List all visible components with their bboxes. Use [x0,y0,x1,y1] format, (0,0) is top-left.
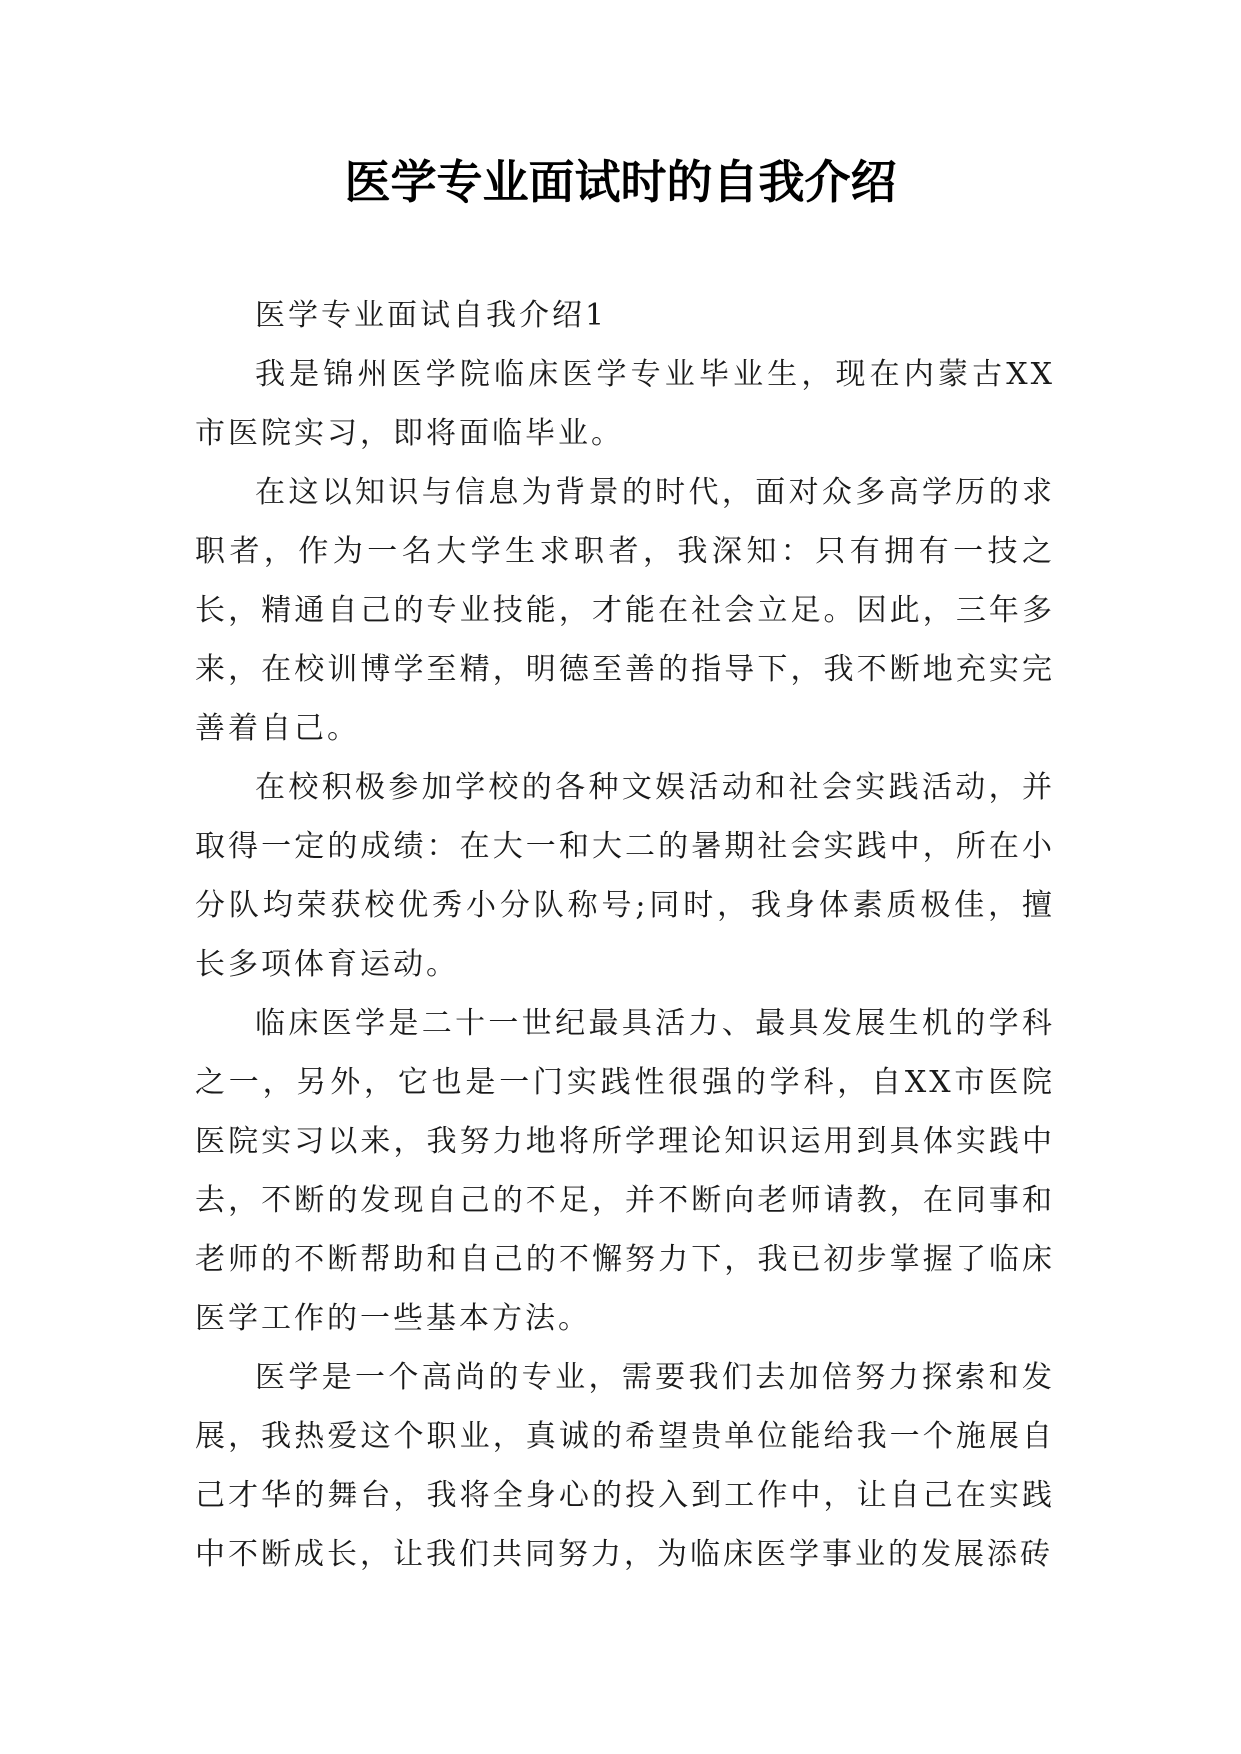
section-heading: 医学专业面试自我介绍1 [255,298,608,333]
paragraph: 在校积极参加学校的各种文娱活动和社会实践活动，并取得一定的成绩：在大一和大二的暑期社会实践中，所在小分队均荣获校优秀小分队称号;同时，我身体素质极佳，擅长多项体育运动。 [195,770,1055,982]
paragraph: 在这以知识与信息为背景的时代，面对众多高学历的求职者，作为一名大学生求职者，我深知：只有拥有一技之长，精通自己的专业技能，才能在社会立足。因此，三年多来，在校训博学至精，明德至善的指导下，我不断地充实完善着自己。 [195,475,1055,746]
paragraph: 临床医学是二十一世纪最具活力、最具发展生机的学科之一，另外，它也是一门实践性很强的学科，自XX市医院医院实习以来，我努力地将所学理论知识运用到具体实践中去，不断的发现自己的不足，并不断向老师请教，在同事和老师的不断帮助和自己的不懈努力下，我已初步掌握了临床医学工作的一些基本方法。 [195,1006,1055,1336]
paragraph: 医学是一个高尚的专业，需要我们去加倍努力探索和发展，我热爱这个职业，真诚的希望贵单位能给我一个施展自己才华的舞台，我将全身心的投入到工作中，让自己在实践中不断成长，让我们共同努力，为临床医学事业的发展添砖 [195,1360,1055,1572]
document-title: 医学专业面试时的自我介绍 [344,155,897,209]
paragraph: 我是锦州医学院临床医学专业毕业生，现在内蒙古XX市医院实习，即将面临毕业。 [195,357,1055,451]
document-body [195,286,1055,1584]
